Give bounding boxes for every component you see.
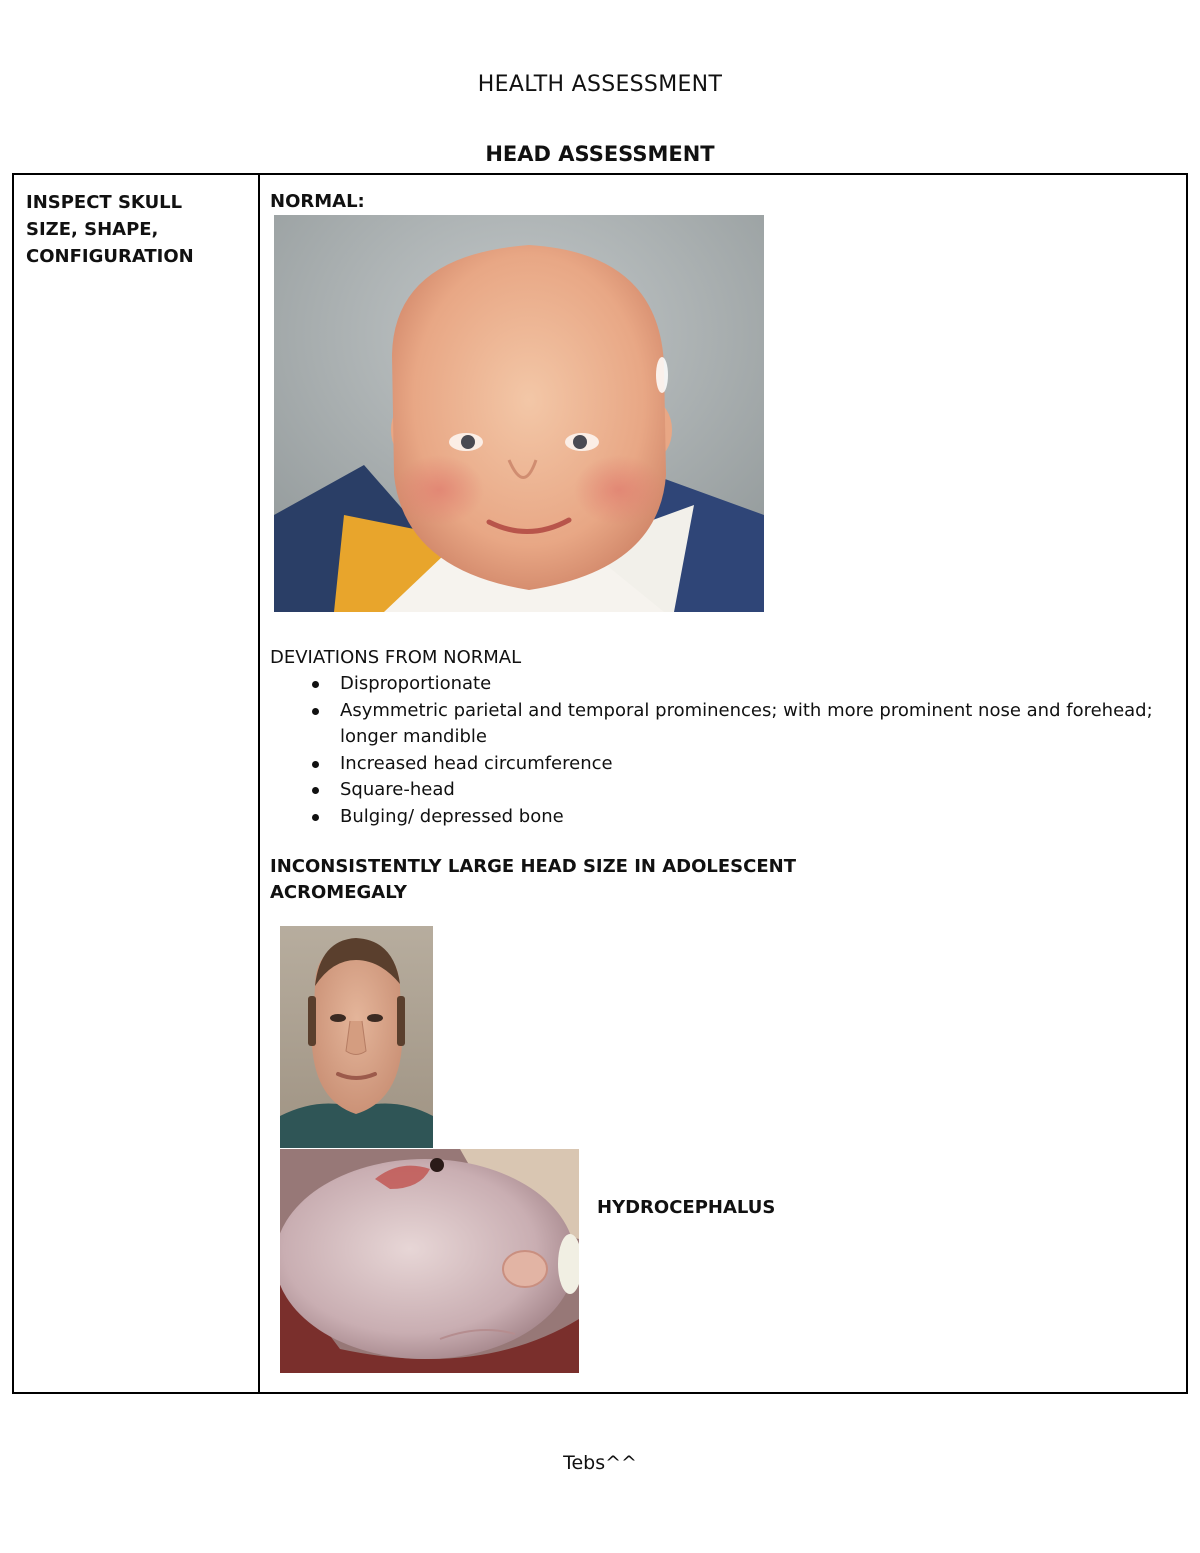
deviation-item: Disproportionate xyxy=(340,671,1170,698)
document-title: HEALTH ASSESSMENT xyxy=(477,72,723,97)
large-head-label: INCONSISTENTLY LARGE HEAD SIZE IN ADOLESCENT xyxy=(270,856,796,877)
deviations-list xyxy=(270,671,1170,831)
criteria-line: CONFIGURATION xyxy=(26,246,194,267)
acromegaly-image xyxy=(280,926,433,1148)
criteria-cell xyxy=(26,189,248,270)
column-divider xyxy=(258,175,260,1392)
deviation-item: Square-head xyxy=(340,777,1170,804)
findings-cell xyxy=(270,189,1170,1379)
section-title: HEAD ASSESSMENT xyxy=(485,142,715,166)
normal-infant-image xyxy=(274,215,764,612)
deviation-item: Bulging/ depressed bone xyxy=(340,804,1170,831)
deviation-item: Asymmetric parietal and temporal prominences; with more prominent nose and forehead; longer mandible xyxy=(340,698,1170,751)
criteria-line: SIZE, SHAPE, xyxy=(26,219,159,240)
hydrocephalus-image xyxy=(280,1149,579,1373)
footer-author: Tebs^^ xyxy=(563,1452,637,1474)
acromegaly-photo xyxy=(280,926,433,1148)
assessment-table xyxy=(12,173,1188,1394)
deviations-section xyxy=(270,645,1170,831)
normal-label: NORMAL: xyxy=(270,191,365,212)
hydrocephalus-photo xyxy=(280,1149,579,1373)
acromegaly-label: ACROMEGALY xyxy=(270,882,407,903)
criteria-line: INSPECT SKULL xyxy=(26,192,183,213)
deviations-label: DEVIATIONS FROM NORMAL xyxy=(270,647,522,668)
normal-infant-photo xyxy=(274,215,764,612)
deviation-item: Increased head circumference xyxy=(340,751,1170,778)
hydrocephalus-label: HYDROCEPHALUS xyxy=(597,1197,776,1218)
large-head-section xyxy=(270,854,1170,906)
